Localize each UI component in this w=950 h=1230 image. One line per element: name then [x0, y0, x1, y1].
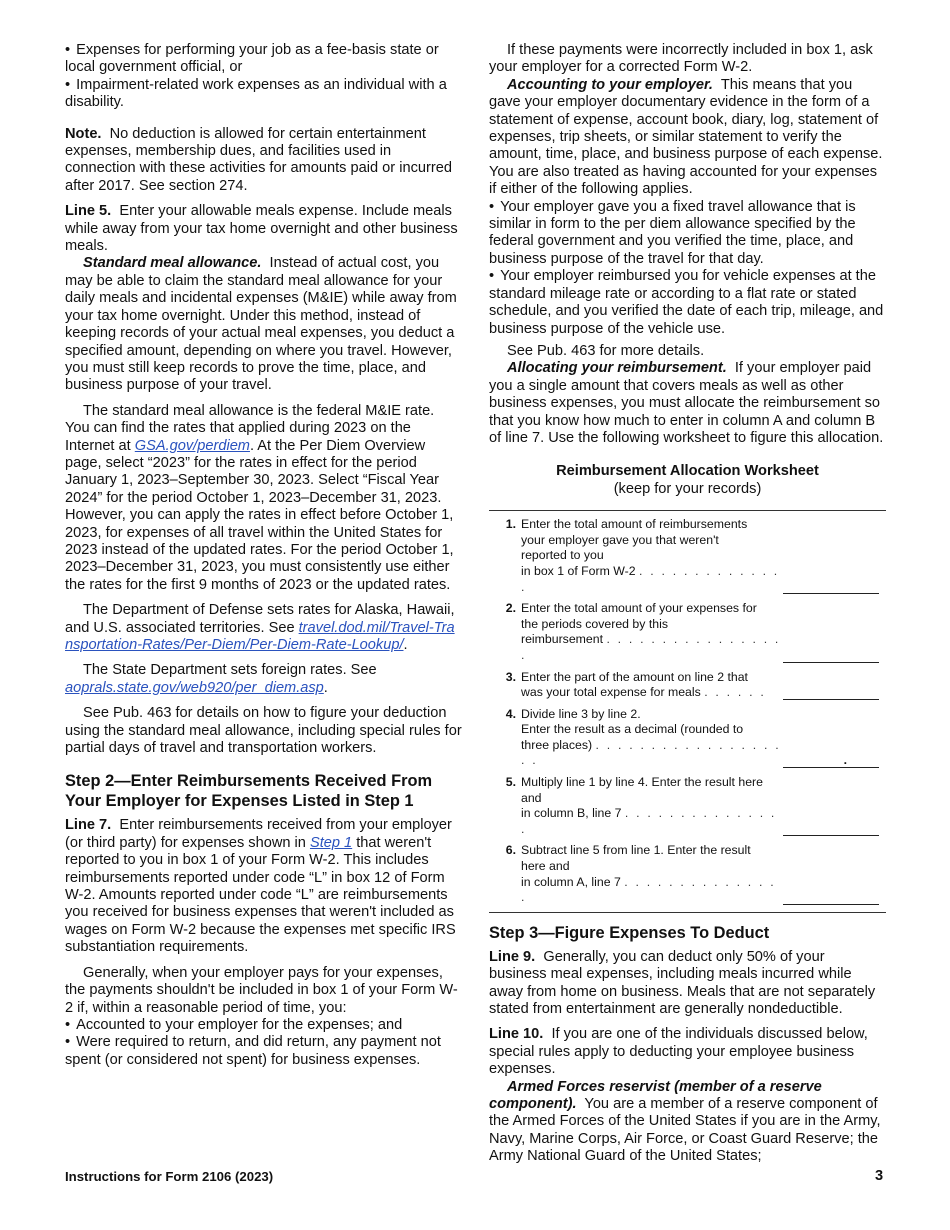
line7-paragraph: [65, 817, 462, 956]
leader-dots: . . . . . . . . . . . . . .: [521, 563, 780, 594]
line10-label: Line 10.: [489, 1026, 544, 1043]
worksheet-text-last-line: [521, 632, 783, 663]
reservist-label: Armed Forces reservist (member of a reserve component).: [489, 1078, 822, 1113]
note-label: Note.: [65, 125, 102, 142]
leader-dots: . . . . . . . . . . . . . . . . . . .: [521, 737, 781, 768]
mie-pre: The standard meal allowance is the federal M&IE rate. You can find the rates that applied during 2023 on the Internet at: [65, 402, 435, 454]
line9-text: Generally, you can deduct only 50% of your business meal expenses, including meals incurred while away from home on business. Meals that are not separately stated from entertainment are generally nondeductible.: [489, 948, 876, 1018]
leader-dots: . . . . . . . . . . . . . . . . .: [521, 632, 781, 662]
gsa-perdiem-link[interactable]: GSA.gov/perdiem: [134, 437, 250, 454]
worksheet-line-number: 2.: [505, 601, 516, 616]
line7-pre: Enter reimbursements received from your employer (or third party) for expenses shown in: [65, 817, 452, 851]
accounting-text: This means that you gave your employer documentary evidence in the form of a statement of expense, account book, diary, log, statement of expenses, trip sheets, or similar statement to verify the amount, time, place, and business purpose of each expense. You are also treated as having accounted for your expenses if either of the following applies.: [489, 76, 883, 198]
bullet-fee-basis: • Expenses for performing your job as a fee-basis state or local government official, or: [65, 42, 462, 77]
incorrect-paragraph: If these payments were incorrectly included in box 1, ask your employer for a corrected Form W-2.: [489, 42, 873, 76]
worksheet-text-last-line: [521, 806, 783, 837]
pub463-details: See Pub. 463 for more details.: [507, 342, 705, 359]
worksheet-text-last-line: [521, 875, 783, 906]
bullet-impairment: • Impairment-related work expenses as an individual with a disability.: [65, 77, 462, 112]
worksheet-text-line: Enter the part of the amount on line 2 that: [521, 669, 748, 684]
line5-paragraph: [65, 203, 462, 255]
worksheet-last-text: in column B, line 7: [521, 806, 622, 821]
worksheet-line-text: [521, 601, 783, 663]
dod-pre: The Department of Defense sets rates for Alaska, Hawaii, and U.S. associated territories. See: [65, 602, 455, 636]
line5-text: Enter your allowable meals expense. Include meals while away from your tax home overnight and other business meals.: [65, 203, 458, 255]
line10-paragraph: [489, 1026, 886, 1078]
worksheet-subtitle: (keep for your records): [613, 480, 762, 497]
bullet-vehicle: • Your employer reimbursed you for vehicle expenses at the standard mileage rate or according to a flat rate or stated schedule, and you verified the date of each trip, mileage, and business purpose of the vehicle use.: [489, 268, 886, 338]
worksheet-entry-field-4[interactable]: [783, 754, 879, 768]
worksheet-row: [489, 517, 886, 595]
worksheet-last-text: was your total expense for meals: [521, 685, 701, 700]
reimbursement-worksheet: [489, 510, 886, 913]
worksheet-text-line: reported to you: [521, 548, 604, 563]
pub463-paragraph: See Pub. 463 for details on how to figure your deduction using the standard meal allowance, including special rules for partial days of travel and transportation workers.: [65, 705, 462, 757]
step3-heading: Step 3—Figure Expenses To Deduct: [489, 923, 770, 942]
reservist-text: You are a member of a reserve component of the Armed Forces of the United States if you are in the Army, Navy, Marine Corps, Air Force, or Coast Guard Reserve; the Army National Guard of the United States;: [489, 1096, 881, 1165]
worksheet-line-number: 5.: [505, 775, 516, 790]
worksheet-line-number: 1.: [505, 517, 516, 532]
worksheet-last-text: in box 1 of Form W-2: [521, 563, 636, 578]
note-paragraph: [65, 126, 462, 196]
line5-label: Line 5.: [65, 203, 112, 220]
mie-paragraph: [65, 403, 462, 594]
decimal-point: .: [843, 753, 847, 768]
state-pre: The State Department sets foreign rates. See: [83, 662, 377, 679]
leader-dots: . . . . . . . . . . . . . . .: [521, 874, 776, 905]
allocating-label: Allocating your reimbursement.: [507, 360, 727, 377]
bullet-required-return: • Were required to return, and did return, any payment not spent (or considered not spent) for business expenses.: [65, 1034, 462, 1069]
worksheet-row: [489, 843, 886, 905]
worksheet-line-text: [521, 707, 783, 769]
note-text: No deduction is allowed for certain entertainment expenses, membership dues, and facilities used in connection with these activities for amounts paid or incurred after 2017. See section 274.: [65, 125, 452, 194]
worksheet-last-text: in column A, line 7: [521, 874, 621, 889]
worksheet-text-line: Enter the total amount of reimbursements: [521, 517, 748, 532]
line10-text: If you are one of the individuals discussed below, special rules apply to deducting your employee business expenses.: [489, 1026, 868, 1078]
worksheet-line-text: [521, 775, 783, 837]
leader-dots: . . . . . .: [704, 685, 766, 700]
leader-dots: . . . . . . . . . . . . . . .: [521, 806, 777, 836]
state-dept-link[interactable]: aoprals.state.gov/web920/per_diem.asp: [65, 679, 324, 696]
worksheet-line-number: 4.: [505, 706, 516, 721]
worksheet-text-line: Multiply line 1 by line 4. Enter the result here: [521, 775, 763, 790]
bullet-fixed-allowance: • Your employer gave you a fixed travel allowance that is similar in form to the per diem allowance specified by the federal government and you verified the time, place, and business purpose of the travel for that day.: [489, 199, 886, 269]
worksheet-entry-field-6[interactable]: [783, 891, 879, 905]
worksheet-text-last-line: [521, 685, 783, 701]
worksheet-line-text: [521, 843, 783, 905]
allocating-text: If your employer paid you a single amount that covers meals as well as other business expenses, you must allocate the reimbursement so that you know how much to enter in column A and column B of line 7. Use the following worksheet to figure this allocation.: [489, 360, 884, 446]
worksheet-text-last-line: [521, 738, 783, 769]
worksheet-line-text: [521, 670, 783, 701]
right-column: [489, 42, 886, 1166]
sma-label: Standard meal allowance.: [83, 255, 262, 272]
page-number: 3: [875, 1168, 884, 1184]
accounting-label: Accounting to your employer.: [507, 76, 713, 93]
line9-paragraph: [489, 949, 886, 1019]
worksheet-text-line: your employer gave you that weren't: [521, 532, 719, 547]
reservist-paragraph: [489, 1079, 886, 1166]
worksheet-row: [489, 601, 886, 663]
worksheet-text-line: here and: [521, 859, 570, 874]
line9-label: Line 9.: [489, 948, 536, 965]
allocating-paragraph: [489, 360, 886, 447]
bullet-accounted: • Accounted to your employer for the expenses; and: [65, 1017, 462, 1034]
footer-form-title: Instructions for Form 2106 (2023): [65, 1169, 274, 1184]
worksheet-text-line: Enter the result as a decimal (rounded to: [521, 722, 744, 737]
sma-text: Instead of actual cost, you may be able to claim the standard meal allowance for your daily meals and incidental expenses (M&IE) while away from your tax home overnight. Under this method, instead of keeping records of your actual meal expenses, you deduct a specified amount, depending on where you travel. However, you must still keep records to prove the time, place, and business purpose of your travel.: [65, 255, 457, 394]
worksheet-text-line: Divide line 3 by line 2.: [521, 706, 641, 721]
worksheet-text-line: Enter the total amount of your expenses for: [521, 601, 757, 616]
step1-link[interactable]: Step 1: [309, 834, 353, 851]
worksheet-text-line: the periods covered by this: [521, 616, 668, 631]
worksheet-text-line: and: [521, 790, 542, 805]
worksheet-line-text: [521, 517, 783, 595]
worksheet-text-line: Subtract line 5 from line 1. Enter the result: [521, 843, 751, 858]
generally-paragraph: Generally, when your employer pays for your expenses, the payments shouldn't be included in box 1 of your Form W-2 if, within a reasonable period of time, you:: [65, 964, 458, 1016]
worksheet-row: [489, 775, 886, 837]
worksheet-line-number: 6.: [505, 843, 516, 858]
worksheet-text-last-line: [521, 564, 783, 595]
worksheet-entry-field-3[interactable]: [783, 686, 879, 700]
worksheet-last-text: reimbursement: [521, 632, 604, 647]
worksheet-entry-field-5[interactable]: [783, 822, 879, 836]
worksheet-title: Reimbursement Allocation Worksheet: [556, 463, 819, 480]
worksheet-entry-field-2[interactable]: [783, 649, 879, 663]
worksheet-row: [489, 670, 886, 701]
dod-paragraph: The Department of Defense sets rates for Alaska, Hawaii, and U.S. associated territories. See travel.dod.mil/Travel-Transportation-Rates/Per-Diem/Per-Diem-Rate-Lookup/.: [65, 602, 455, 653]
dod-travel-link[interactable]: travel.dod.mil/Travel-Transportation-Rates/Per-Diem/Per-Diem-Rate-Lookup/: [65, 619, 455, 653]
mie-post: . At the Per Diem Overview page, select “2023” for the rates in effect for the period January 1, 2023–September 30, 2023. Select “Fiscal Year 2024” for the period October 1, 2023–December 31, 2023. However, you can apply the rates in effect before October 1, 2023, for expenses of all travel within the United States for 2023 instead of the updated rates. For the period October 1, 2023–December 31, 2023, you must consistently use either the rates for the first 9 months of 2023 or the updated rates.: [65, 437, 454, 593]
state-paragraph: The State Department sets foreign rates. See aoprals.state.gov/web920/per_diem.asp.: [65, 662, 377, 696]
left-column: [65, 42, 462, 1069]
accounting-paragraph: [489, 77, 886, 199]
line7-post: that weren't reported to you in box 1 of your Form W-2. This includes reimbursements reported under code “L” in box 12 of Form W-2. Amounts reported under code “L” are reimbursements you received for business expenses that weren't included as wages on Form W-2 because the expenses met specific IRS substantiation requirements.: [65, 834, 456, 956]
step2-heading: Step 2—Enter Reimbursements Received From Your Employer for Expenses Listed in Step 1: [65, 772, 433, 811]
line7-label: Line 7.: [65, 817, 112, 834]
worksheet-row: [489, 707, 886, 769]
worksheet-last-text: three places): [521, 737, 593, 752]
worksheet-entry-field-1[interactable]: [783, 580, 879, 594]
sma-paragraph: [65, 255, 462, 394]
worksheet-line-number: 3.: [505, 669, 516, 684]
